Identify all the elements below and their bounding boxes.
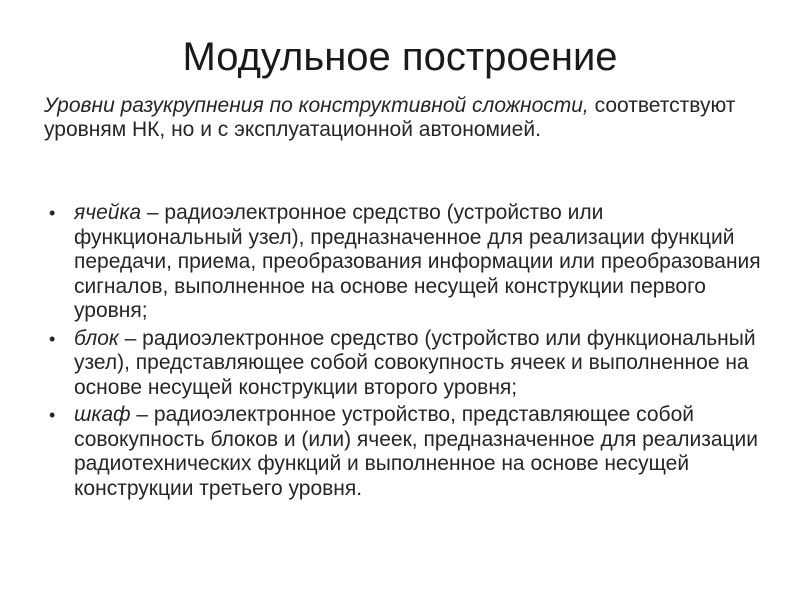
bullet-icon: • xyxy=(49,328,56,349)
bullet-term: шкаф xyxy=(74,403,131,426)
slide-title: Модульное построение xyxy=(182,35,618,79)
intro-italic-text: Уровни разукрупнения по конструктивной сложности, xyxy=(44,94,589,117)
bullet-text: – радиоэлектронное средство (устройство или функциональный узел), представляющее собой совокупность ячеек и выполненное на основе несущей конструкции второго уровня; xyxy=(74,326,756,399)
bullet-term: ячейка xyxy=(74,201,142,224)
intro-paragraph xyxy=(44,94,744,142)
bullet-item-cell xyxy=(44,201,764,324)
bullet-text: – радиоэлектронное устройство, представляющее собой совокупность блоков и (или) ячеек, предназначенное для реализации радиотехнических функций и выполненное на основе несущей конструкции третьего уровня. xyxy=(74,403,758,500)
bullet-item-block xyxy=(44,327,764,401)
bullet-text: – радиоэлектронное средство (устройство или функциональный узел), предназначенное для реализации функций передачи, приема, преобразования информации или преобразования сигналов, выполненное на основе несущей конструкции первого уровня; xyxy=(74,201,761,322)
bullet-term: блок xyxy=(74,326,119,350)
bullet-item-cabinet xyxy=(44,403,764,501)
intro-normal-text: соответствуют уровням НК, но и с эксплуатационной автономией. xyxy=(44,94,736,141)
bullet-icon: • xyxy=(49,405,56,425)
bullet-list xyxy=(44,201,764,504)
bullet-icon: • xyxy=(49,203,56,223)
